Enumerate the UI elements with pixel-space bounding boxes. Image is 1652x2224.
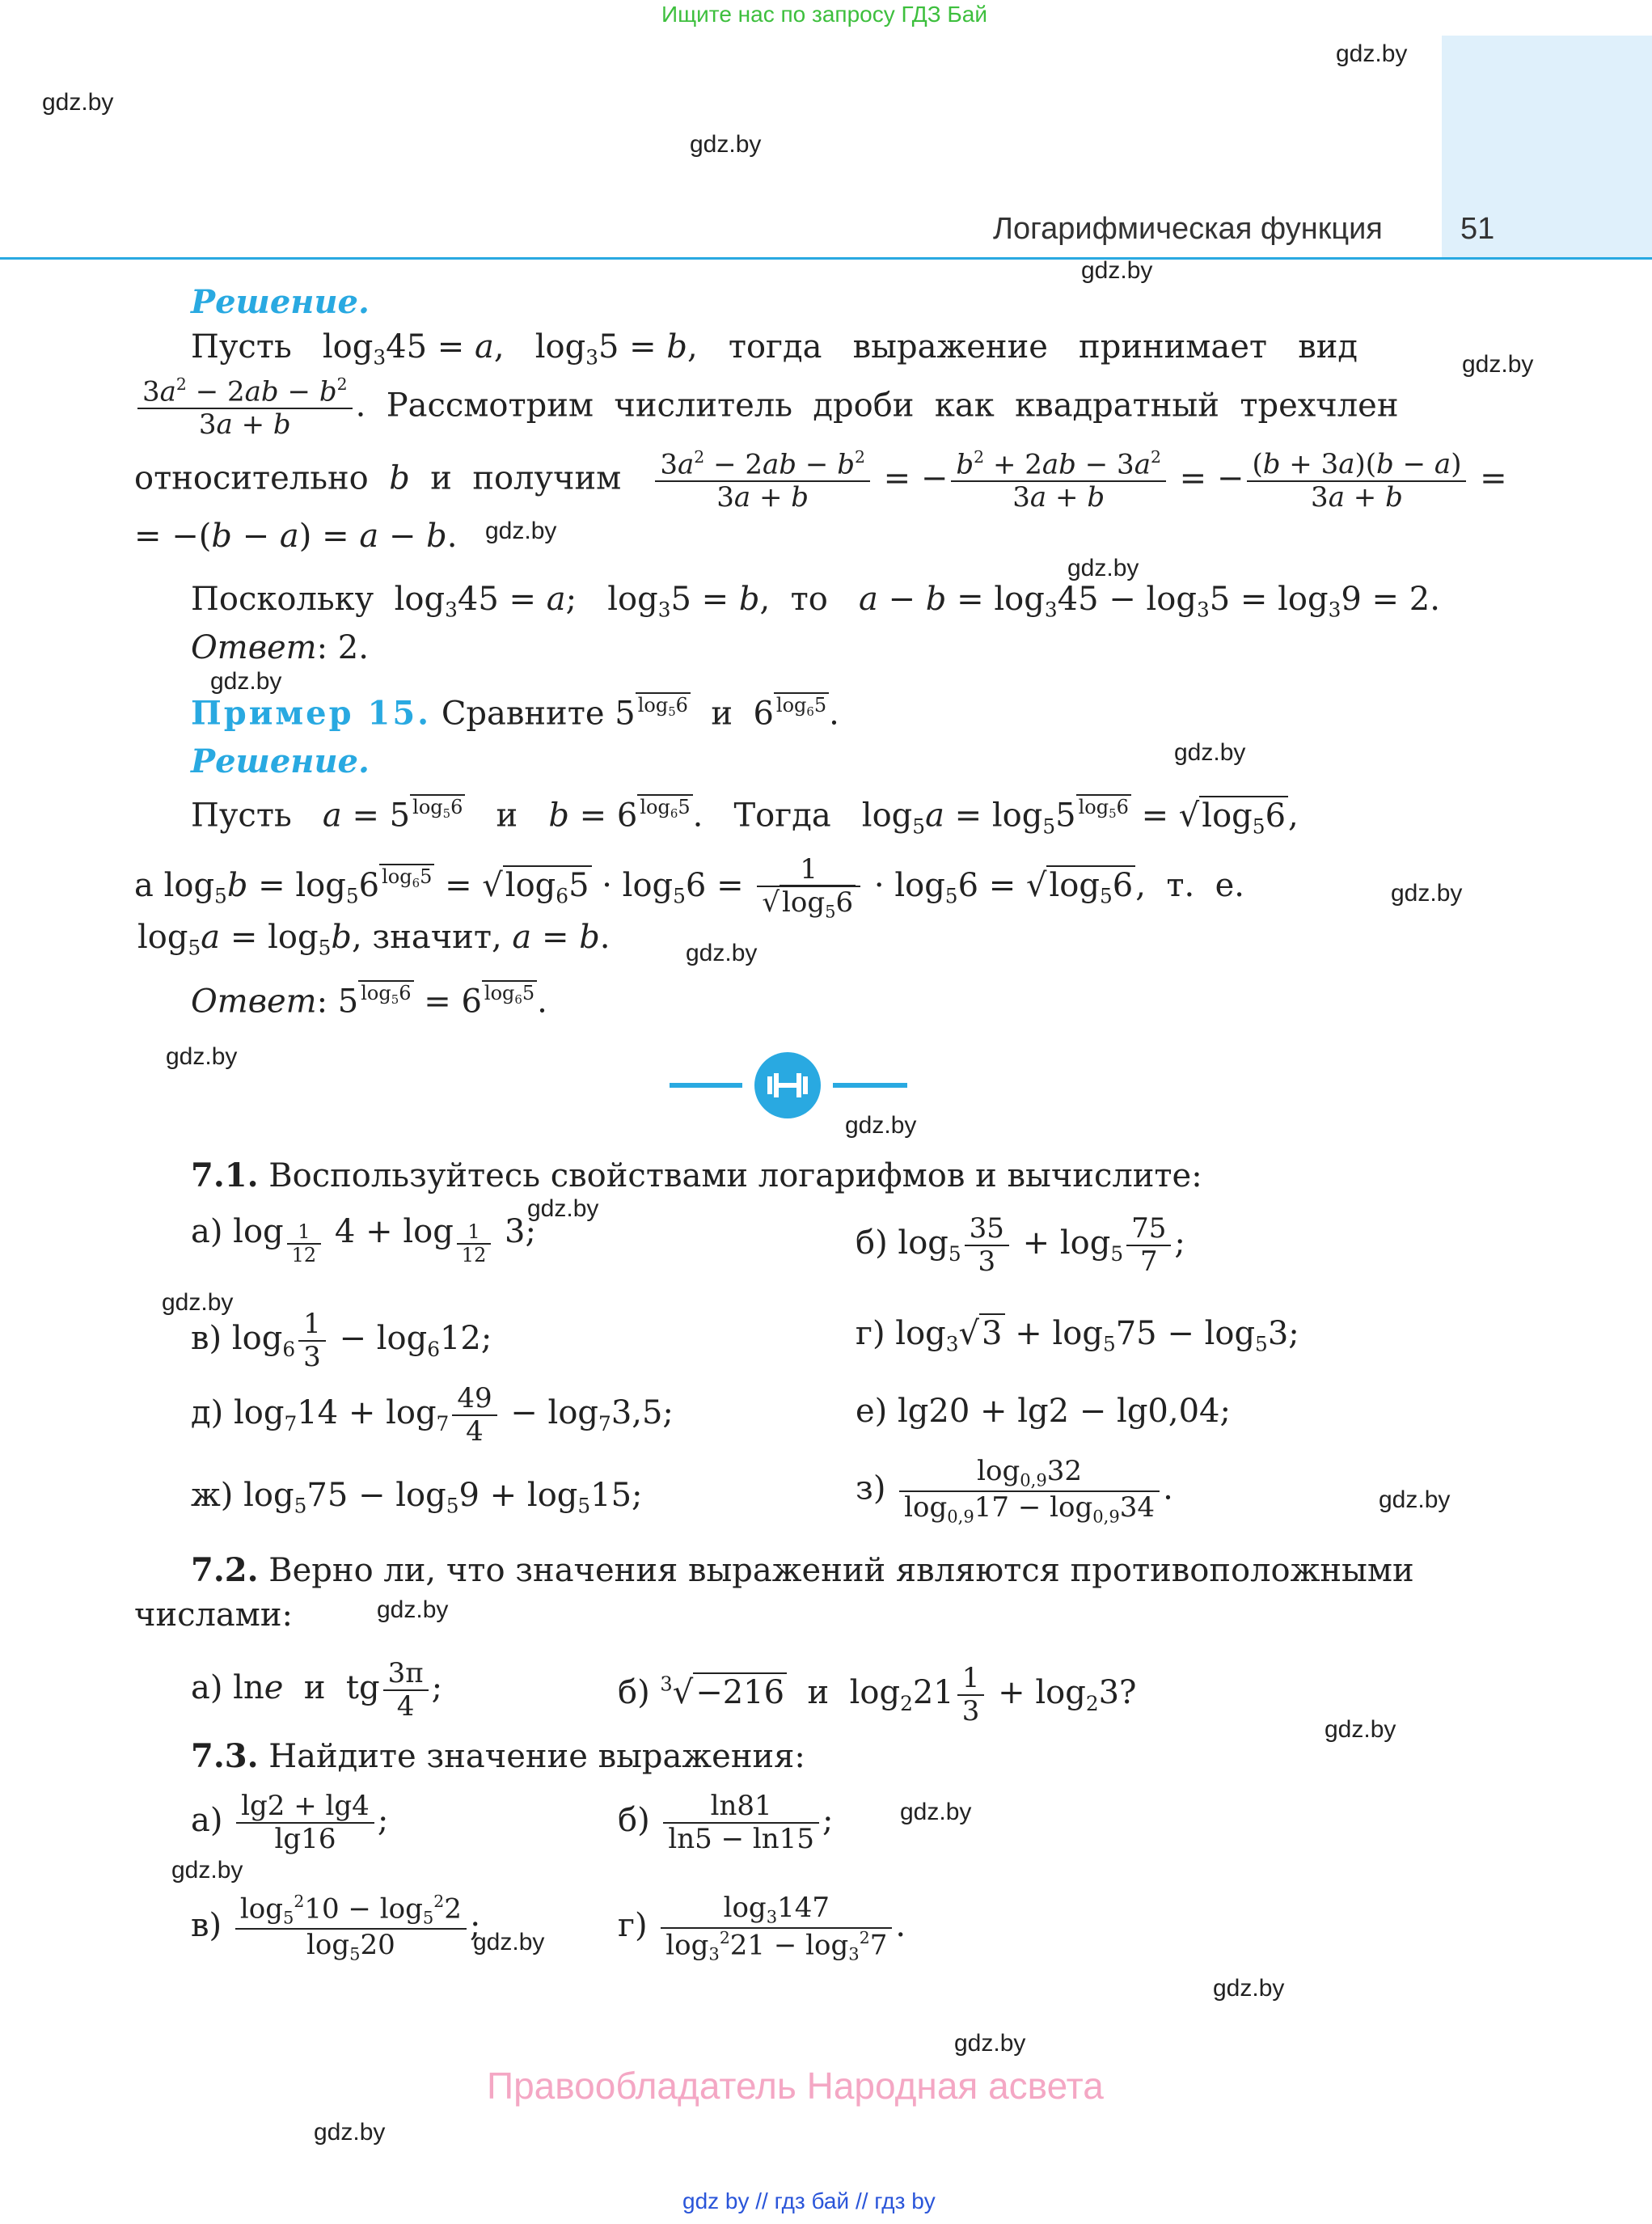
solution-line: Поскольку $\log_345 = a$; $\log_35 = b$, то $a - b = \log_345 - \log_35 = \log_39 = 2$. <box>191 581 1440 622</box>
watermark: gdz.by <box>485 518 557 544</box>
solution-label: Решение. <box>191 742 370 780</box>
problem-7-3: 7.3. Найдите значение выражения: <box>191 1737 805 1775</box>
solution-line: $\log_5a = \log_5b$, значит, a = b. <box>137 919 611 960</box>
watermark: gdz.by <box>171 1857 243 1884</box>
problem-7-2: 7.2. Верно ли, что значения выражений являются противоположными <box>191 1551 1414 1589</box>
watermark: gdz.by <box>1336 40 1408 67</box>
watermark: gdz.by <box>690 131 762 158</box>
watermark: gdz.by <box>210 668 282 695</box>
watermark: gdz.by <box>1325 1716 1396 1743</box>
problem-item: а) log $_{\frac{1}{12}}$ 4 + log $_{\frac{1}{12}}$ 3; <box>191 1213 536 1267</box>
problem-item: б) $\frac{\ln 81}{\ln 5 - \ln 15}$ ; <box>618 1790 834 1856</box>
example-15: Пример 15. Сравните 5 $^{log_56}$ и 6 $^{log_65}$. <box>191 694 839 733</box>
watermark: gdz.by <box>686 940 758 966</box>
watermark: gdz.by <box>1213 1975 1285 2002</box>
footer-link[interactable]: gdz by <box>682 2188 750 2213</box>
header-rule <box>0 257 1652 260</box>
problem-7-1: 7.1. Воспользуйтесь свойствами логарифмов и вычислите: <box>191 1156 1202 1194</box>
watermark: gdz.by <box>1081 257 1153 284</box>
top-notice: Ищите нас по запросу ГДЗ Бай <box>661 2 988 27</box>
problem-item: з) $\frac{\log_{0,9}32}{\log_{0,9}17 - \log_{0,9}34}$ . <box>856 1455 1173 1526</box>
solution-line: = −(b − a) = a − b. <box>134 518 458 555</box>
problem-item: ж) $\log_575 - \log_59 + \log_515$; <box>191 1477 643 1518</box>
problem-item: а) $\frac{\lg 2 + \lg 4}{\lg 16}$ ; <box>191 1790 389 1856</box>
problem-item: а) lne и tg $\frac{3\pi}{4}$ ; <box>191 1657 443 1723</box>
watermark: gdz.by <box>845 1112 917 1139</box>
footer-links: gdz by // гдз бай // гдз by <box>682 2188 936 2213</box>
watermark: gdz.by <box>377 1596 449 1623</box>
watermark: gdz.by <box>1391 880 1463 907</box>
problem-item: г) $\log_3√3 + \log_575 - \log_53$; <box>856 1315 1299 1356</box>
answer-line: Ответ: 2. <box>191 629 369 666</box>
watermark: gdz.by <box>1462 351 1534 378</box>
watermark: gdz.by <box>1067 555 1139 581</box>
solution-label: Решение. <box>191 283 370 321</box>
watermark: gdz.by <box>473 1929 545 1956</box>
problem-item: б) $^3$√−216 и $\log_221$ $\frac{1}{3}$ + $\log_23$? <box>618 1662 1137 1728</box>
solution-line: Пусть $\log_345 = a$, $\log_35 = b$, тогда выражение принимает вид <box>191 328 1358 370</box>
watermark: gdz.by <box>42 89 114 116</box>
dumbbell-icon <box>754 1052 821 1118</box>
problem-item: е) lg20 + lg2 − lg0,04; <box>856 1393 1231 1430</box>
page-number: 51 <box>1460 212 1495 246</box>
problem-item: в) $\frac{\log_5^210 - \log_5^22}{\log_520}$ ; <box>191 1892 481 1964</box>
problem-item: д) $\log_714 + \log_7$ $\frac{49}{4}$ − $\log_73,5$; <box>191 1382 674 1448</box>
divider-right <box>833 1083 907 1088</box>
watermark: gdz.by <box>314 2119 386 2146</box>
watermark: gdz.by <box>527 1195 599 1222</box>
solution-line: Пусть a = 5 $^{log_56}$ и b = 6 $^{log_65}$. Тогда $\log_5a = \log_55$ $^{log_56} = √\log_56$, <box>191 796 1299 839</box>
problem-item: г) $\frac{\log_3147}{\log_3^221 - \log_3^27}$ . <box>618 1892 906 1964</box>
watermark: gdz.by <box>1174 739 1246 766</box>
answer-line: Ответ: 5 $^{log_56}$ = 6 $^{log_65}$. <box>191 982 547 1021</box>
problem-7-2-cont: числами: <box>134 1596 294 1634</box>
divider-left <box>670 1083 742 1088</box>
solution-line: а $\log_5b = \log_56$ $^{log_65} = √\log_65 \cdot \log_56$ = $\frac{1}{√\log_56}$ · $\log_56 = √\log_56$, т. е. <box>134 853 1244 922</box>
page-header-title: Логарифмическая функция <box>993 212 1383 246</box>
watermark: gdz.by <box>900 1799 972 1825</box>
problem-item: в) $\log_6$ $\frac{1}{3}$ − $\log_612$; <box>191 1308 492 1374</box>
solution-line: $\frac{3a^2 - 2ab - b^2}{3a + b}$ . Рассмотрим числитель дроби как квадратный трехчлен <box>134 375 1398 441</box>
watermark: gdz.by <box>1379 1486 1451 1513</box>
solution-line: относительно b и получим $\frac{3a^2 - 2ab - b^2}{3a + b}$ = − $\frac{b^2 + 2ab - 3a^2}{3a + b}$ = − $\frac{(b + 3a)(b - a)}{3a + b}$ = <box>134 447 1507 514</box>
problem-item: б) $\log_5$ $\frac{35}{3}$ + $\log_5$ $\frac{75}{7}$ ; <box>856 1212 1185 1279</box>
footer-link[interactable]: гдз бай <box>774 2188 850 2213</box>
watermark: gdz.by <box>162 1289 234 1316</box>
copyright-notice: Правообладатель Народная асвета <box>487 2065 1104 2107</box>
footer-link[interactable]: гдз by <box>874 2188 936 2213</box>
watermark: gdz.by <box>166 1043 238 1070</box>
watermark: gdz.by <box>954 2030 1026 2057</box>
